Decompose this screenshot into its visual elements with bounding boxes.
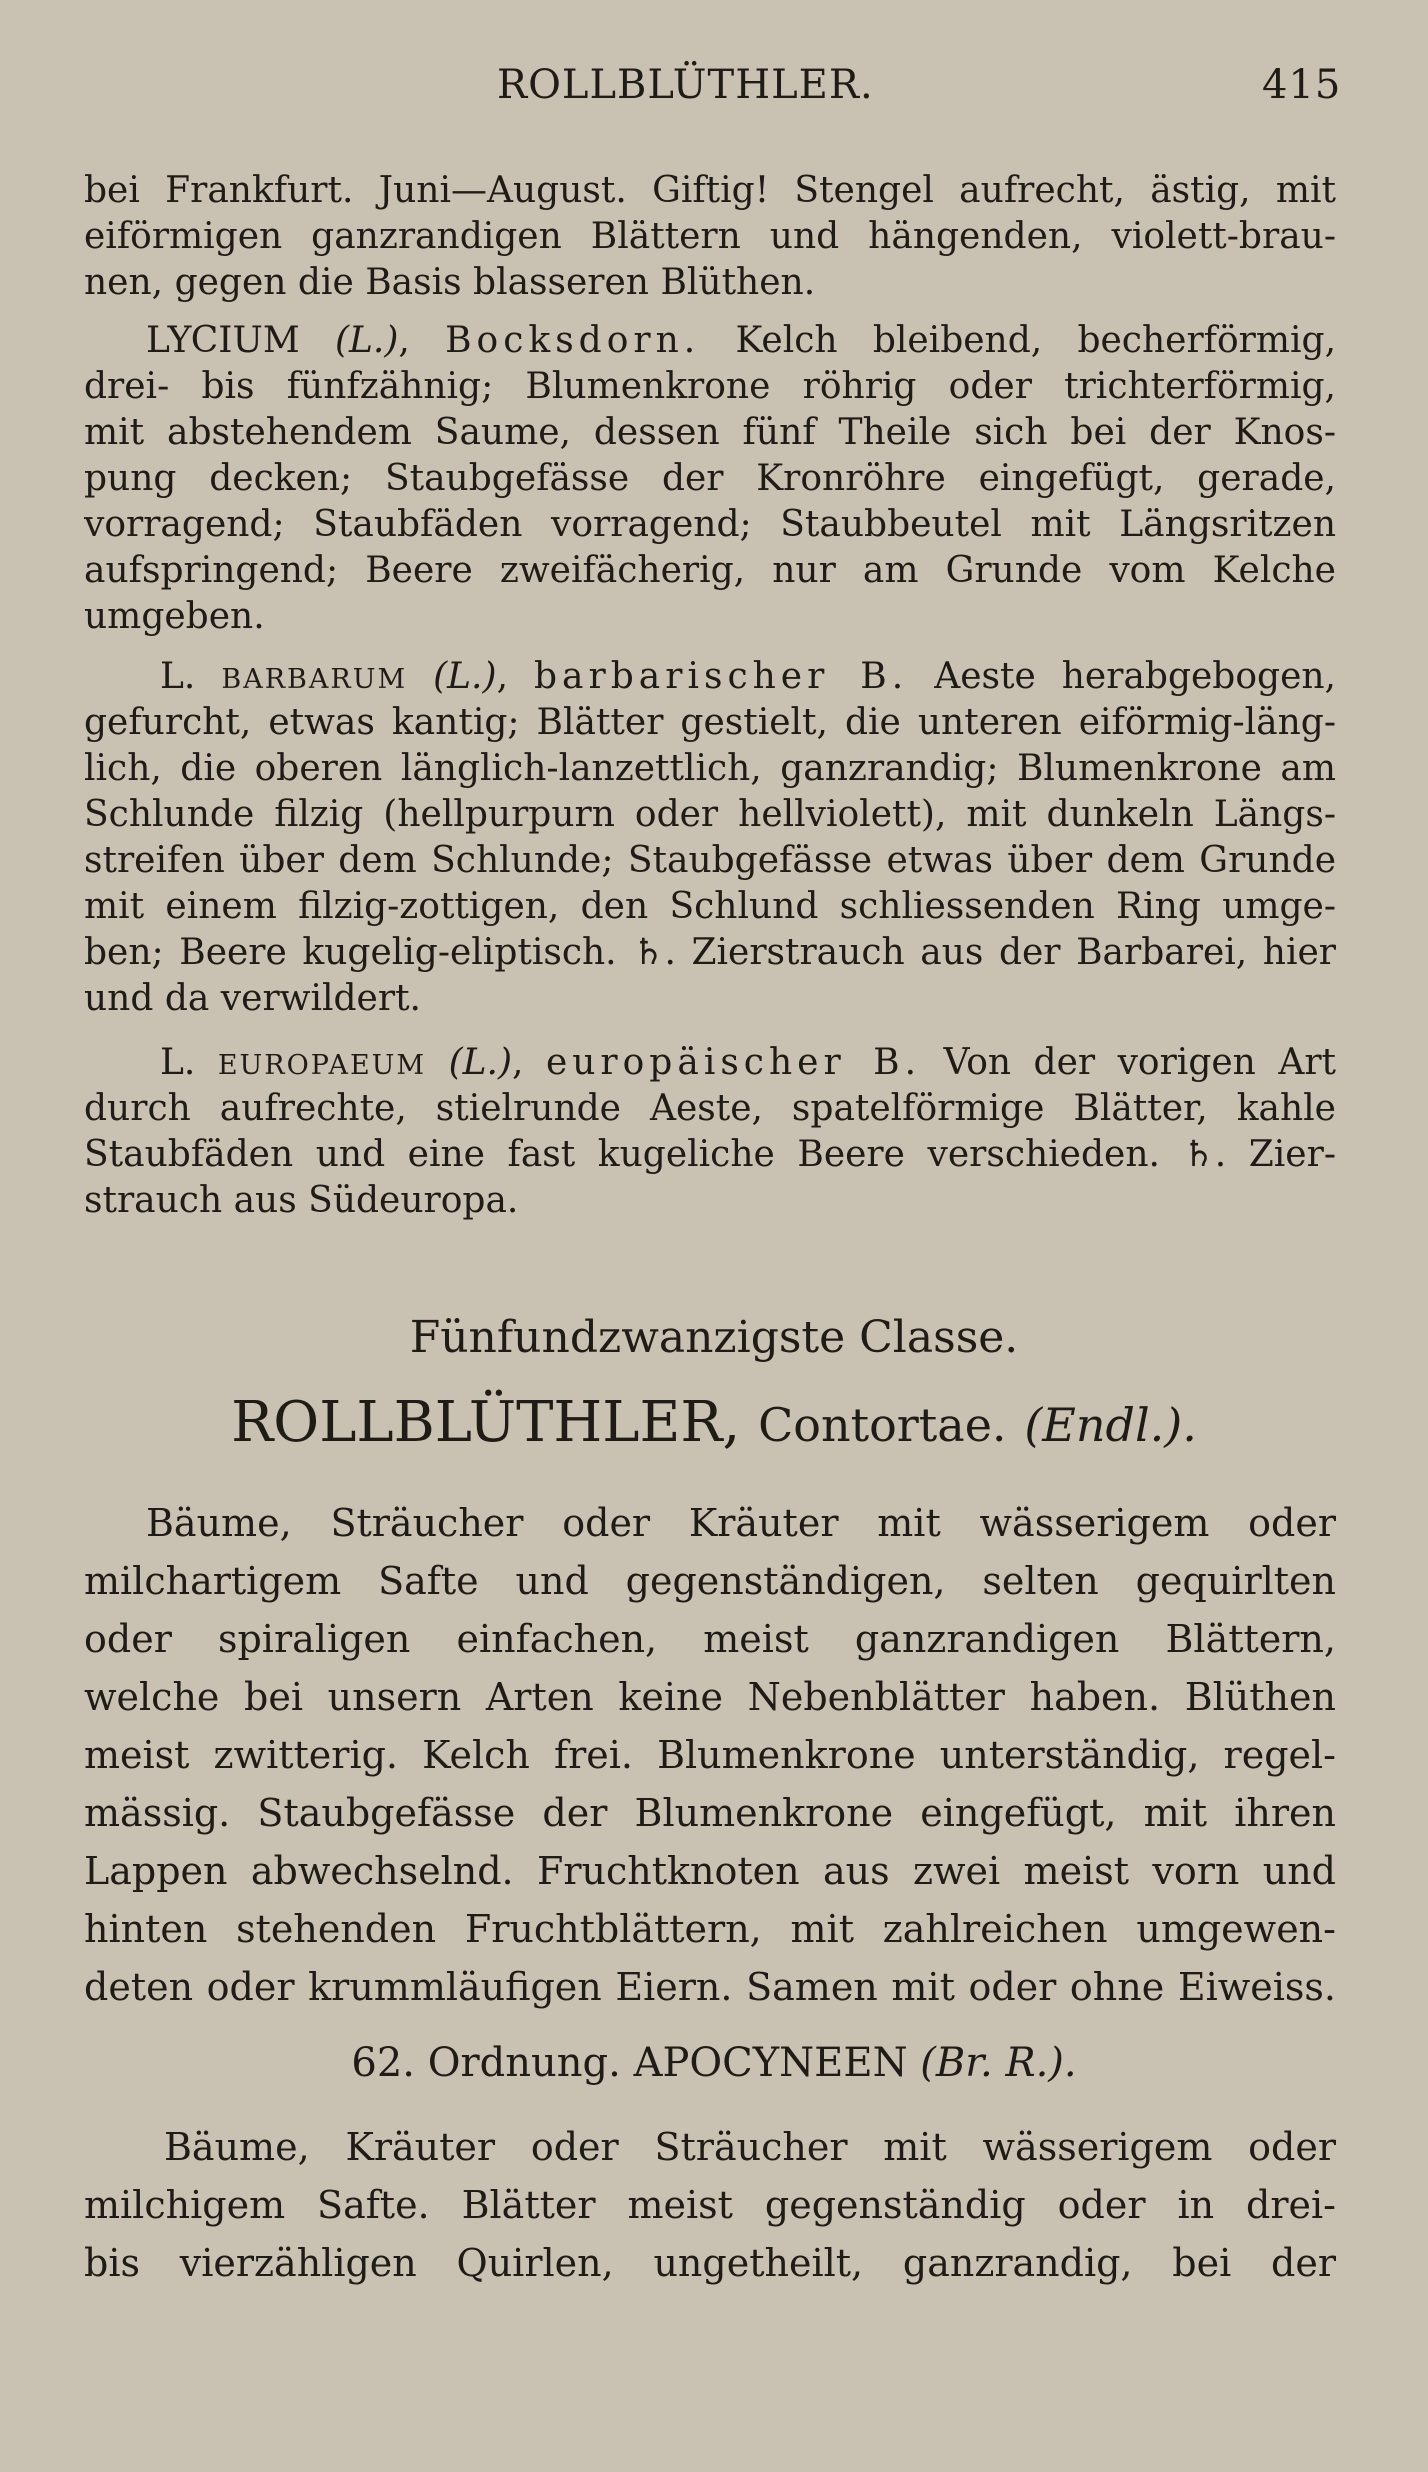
text-fragment: Aeste herabgebogen, [934,656,1336,697]
text-line: und da verwildert. [84,978,421,1019]
text-line: vorragend; Staubfäden vorragend; Staubbeutel mit Längsritzen [84,504,1336,545]
text-line: durch aufrechte, stielrunde Aeste, spatelförmige Blätter, kahle [84,1088,1336,1129]
text-line: streifen über dem Schlunde; Staubgefässe etwas über dem Grunde [84,840,1336,881]
author-citation: (L.) [433,656,497,697]
text-line: Lappen abwechselnd. Fruchtknoten aus zwei meist vorn und [84,1849,1336,1893]
common-name: barbarischer B. [534,656,909,697]
text-line: Schlunde filzig (hellpurpurn oder hellviolett), mit dunkeln Längs- [84,794,1336,835]
class-title-latin: Contortae. [758,1398,1007,1452]
species-name: EUROPAEUM [217,1050,427,1081]
text-line: welche bei unsern Arten keine Nebenblätter haben. Blüthen [84,1675,1336,1719]
text-line: milchigem Safte. Blätter meist gegenständig oder in drei- [84,2183,1336,2227]
order-heading [0,2040,1428,2086]
text-line: mit einem filzig-zottigen, den Schlund schliessenden Ring umge- [84,886,1336,927]
text-fragment: Von der vorigen Art [943,1042,1336,1083]
text-line: aufspringend; Beere zweifächerig, nur am Grunde vom Kelche [84,550,1336,591]
text-line: hinten stehenden Fruchtblättern, mit zahlreichen umgewen- [84,1907,1336,1951]
text-fragment: Kelch bleibend, becherförmig, [735,320,1336,361]
text-line: lich, die oberen länglich-lanzettlich, ganzrandig; Blumenkrone am [84,748,1336,789]
genus-name: LYCIUM [146,320,300,361]
running-header: ROLLBLÜTHLER. [497,62,874,108]
species-entry-barbarum: L. BARBARUM (L.), barbarischer B. Aeste herabgebogen, [160,656,1336,697]
species-entry-europaeum: L. EUROPAEUM (L.), europäischer B. Von der vorigen Art [160,1042,1336,1083]
text-line: umgeben. [84,596,265,637]
text-line: mässig. Staubgefässe der Blumenkrone eingefügt, mit ihren [84,1791,1336,1835]
genus-abbrev: L. [160,656,196,697]
text-line: pung decken; Staubgefässe der Kronröhre eingefügt, gerade, [84,458,1336,499]
text-line: meist zwitterig. Kelch frei. Blumenkrone unterständig, regel- [84,1733,1336,1777]
order-name: APOCYNEEN [633,2040,908,2086]
text-line: eiförmigen ganzrandigen Blättern und hängenden, violett-brau- [84,216,1336,257]
class-title-main: ROLLBLÜTHLER, [231,1390,741,1455]
text-line: ben; Beere kugelig-eliptisch. ♄. Zierstrauch aus der Barbarei, hier [84,932,1336,973]
class-heading: Fünfundzwanzigste Classe. [409,1312,1019,1363]
text-line: bis vierzähligen Quirlen, ungetheilt, ganzrandig, bei der [84,2241,1336,2285]
author-citation: (Endl.). [1024,1398,1197,1452]
species-name: BARBARUM [221,664,408,695]
text-line: mit abstehendem Saume, dessen fünf Theile sich bei der Knos- [84,412,1336,453]
common-name: Bocksdorn. [445,320,701,361]
author-citation: (Br. R.). [920,2040,1077,2086]
class-title [0,1390,1428,1455]
page-number: 415 [1262,62,1342,108]
text-line: bei Frankfurt. Juni—August. Giftig! Stengel aufrecht, ästig, mit [84,170,1336,211]
text-line: Staubfäden und eine fast kugeliche Beere verschieden. ♄. Zier- [84,1134,1336,1175]
text-line: milchartigem Safte und gegenständigen, selten gequirlten [84,1559,1336,1603]
genus-abbrev: L. [160,1042,196,1083]
common-name: europäischer B. [545,1042,922,1083]
text-line: strauch aus Südeuropa. [84,1180,519,1221]
text-line: deten oder krummläufigen Eiern. Samen mit oder ohne Eiweiss. [84,1965,1336,2009]
text-line: Bäume, Sträucher oder Kräuter mit wässerigem oder [146,1501,1336,1545]
text-line: nen, gegen die Basis blasseren Blüthen. [84,262,816,303]
genus-entry-lycium: LYCIUM (L.), Bocksdorn. Kelch bleibend, becherförmig, [146,320,1336,361]
text-line: drei- bis fünfzähnig; Blumenkrone röhrig oder trichterförmig, [84,366,1336,407]
author-citation: (L.) [334,320,399,361]
order-label: 62. Ordnung. [351,2040,621,2086]
author-citation: (L.) [448,1042,513,1083]
text-line: Bäume, Kräuter oder Sträucher mit wässerigem oder [164,2125,1336,2169]
text-line: oder spiraligen einfachen, meist ganzrandigen Blättern, [84,1617,1336,1661]
text-line: gefurcht, etwas kantig; Blätter gestielt, die unteren eiförmig-läng- [84,702,1336,743]
